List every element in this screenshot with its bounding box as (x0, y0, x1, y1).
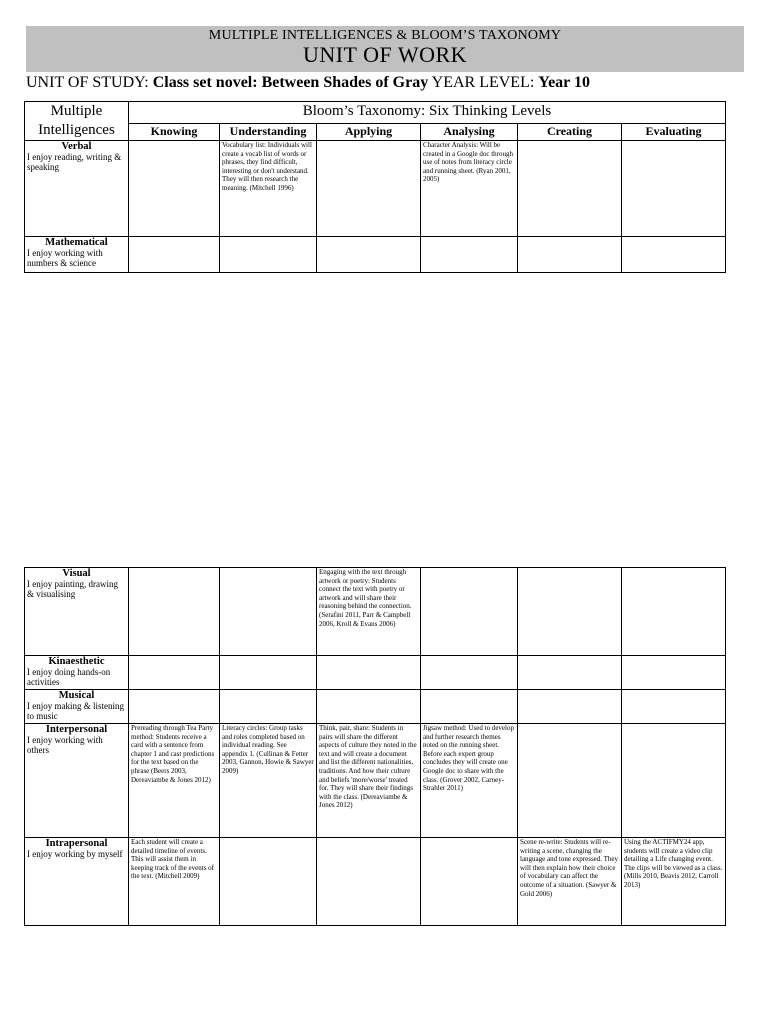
bloom-cell (622, 656, 726, 690)
mi-name: Musical (58, 690, 95, 701)
bloom-cell: Vocabulary list: Individuals will create a vocab list of words or phrases, they find difficult, interesting or don't understand. They will then research the meaning. (Mitchell 1996) (220, 141, 317, 237)
mi-desc: I enjoy reading, writing & speaking (27, 152, 122, 172)
bloom-cell: Prereading through Tea Party method: Students receive a card with a sentence from chapter 1 and cast predictions for the text based on the phrase (Beers 2003, Dereaviambe & Jones 2012) (129, 724, 220, 838)
bloom-cell: Jigsaw method: Used to develop and further research themes noted on the running sheet. Before each expert group concludes they will create one Google doc to share with the class. (Grover 2002, Carney-Strahler 2011) (421, 724, 518, 838)
mi-name: Verbal (61, 141, 92, 152)
bloom-cell: Character Analysis: Will be created in a Google doc through use of notes from literacy circle and running sheet. (Ryan 2001, 2005) (421, 141, 518, 237)
mi-cell (25, 724, 129, 838)
bloom-cell (622, 690, 726, 724)
mi-desc: I enjoy making & listening to music (27, 701, 124, 721)
unit-study-value: Class set novel: Between Shades of Gray (152, 74, 429, 91)
year-level-label: YEAR LEVEL: (431, 74, 535, 91)
mi-cell (25, 656, 129, 690)
unit-study-label: UNIT OF STUDY: (26, 74, 149, 91)
bloom-cell (421, 568, 518, 656)
mi-cell (25, 237, 129, 273)
bloom-cell: Scene re-write: Students will re-writing a scene, changing the language and tone expressed. They will then explain how their choice of vocabulary can affect the outcome of a situation. (Sawyer & Gold 2006) (518, 838, 622, 926)
mi-column-header: Multiple Intelligences (25, 102, 129, 141)
mi-name: Interpersonal (45, 724, 108, 735)
mi-desc: I enjoy doing hands-on activities (27, 667, 111, 687)
bloom-cell (220, 656, 317, 690)
bloom-cell (622, 724, 726, 838)
bloom-cell (129, 656, 220, 690)
bloom-cell (129, 568, 220, 656)
mi-cell (25, 838, 129, 926)
mi-desc: I enjoy painting, drawing & visualising (27, 579, 118, 599)
bloom-cell (317, 690, 421, 724)
bloom-cell (317, 237, 421, 273)
bloom-cell (421, 838, 518, 926)
table-row (25, 237, 726, 273)
bloom-cell (622, 141, 726, 237)
unit-info (26, 73, 746, 93)
bloom-cell (518, 568, 622, 656)
bloom-cell (129, 237, 220, 273)
title-banner (26, 26, 744, 72)
table-row (25, 838, 726, 926)
doc-subtitle: UNIT OF WORK (302, 42, 468, 67)
mi-name: Kinaesthetic (48, 656, 105, 667)
mi-cell (25, 568, 129, 656)
mi-name: Mathematical (45, 237, 108, 248)
bloom-cell (129, 690, 220, 724)
mi-desc: I enjoy working by myself (27, 849, 123, 859)
mi-name: Visual (62, 568, 91, 579)
bloom-cell (518, 690, 622, 724)
bloom-cell (622, 237, 726, 273)
level-header: Analysing (421, 123, 518, 140)
table-row (25, 656, 726, 690)
bloom-cell (518, 141, 622, 237)
bloom-header: Bloom’s Taxonomy: Six Thinking Levels (129, 102, 726, 124)
bloom-cell (622, 568, 726, 656)
level-header: Knowing (129, 123, 220, 140)
mi-desc: I enjoy working with numbers & science (27, 248, 103, 268)
bloom-cell: Engaging with the text through artwork or poetry: Students connect the text with poetry or artwork and will share their reasoning behind the connection. (Serafini 2011, Parr & Campbell 2006, Kroll & Evans 2006) (317, 568, 421, 656)
table-row (25, 724, 726, 838)
mi-cell (25, 141, 129, 237)
bloom-cell (421, 690, 518, 724)
bloom-cell (317, 141, 421, 237)
bloom-cell: Think, pair, share: Students in pairs will share the different aspects of culture they noted in the text and will create a document and list the different nationalities, traditions. And how their culture and beliefs 'more/worse' treated for. They will share their findings with the class. (Dereaviambe & Jones 2012) (317, 724, 421, 838)
bloom-cell (129, 141, 220, 237)
bloom-cell (317, 656, 421, 690)
bloom-cell (518, 656, 622, 690)
level-header: Applying (317, 123, 421, 140)
bloom-cell (220, 690, 317, 724)
doc-title: MULTIPLE INTELLIGENCES & BLOOM’S TAXONOMY (208, 28, 562, 43)
bloom-cell (518, 237, 622, 273)
bloom-cell (518, 724, 622, 838)
bloom-cell (220, 838, 317, 926)
mi-cell (25, 690, 129, 724)
unit-table-bottom (24, 567, 726, 926)
bloom-cell: Literacy circles: Group tasks and roles completed based on individual reading. See appendix 1. (Cullinan & Fetter 2003, Gannon, Howie & Sawyer 2009) (220, 724, 317, 838)
table-row (25, 568, 726, 656)
year-level-value: Year 10 (538, 74, 590, 91)
bloom-cell (220, 237, 317, 273)
table-row (25, 690, 726, 724)
level-header: Evaluating (622, 123, 726, 140)
bloom-cell (421, 656, 518, 690)
unit-table-top (24, 101, 726, 273)
bloom-cell: Each student will create a detailed timeline of events. This will assist them in keeping track of the events of the text. (Mitchell 2009) (129, 838, 220, 926)
bloom-cell: Using the ACTIFMY24 app, students will create a video clip detailing a Life changing event. The clips will be viewed as a class. (Mills 2010, Beavis 2012, Carroll 2013) (622, 838, 726, 926)
level-header: Understanding (220, 123, 317, 140)
mi-name: Intrapersonal (45, 838, 108, 849)
bloom-cell (421, 237, 518, 273)
bloom-cell (317, 838, 421, 926)
bloom-cell (220, 568, 317, 656)
mi-desc: I enjoy working with others (27, 735, 103, 755)
table-row (25, 141, 726, 237)
level-header: Creating (518, 123, 622, 140)
